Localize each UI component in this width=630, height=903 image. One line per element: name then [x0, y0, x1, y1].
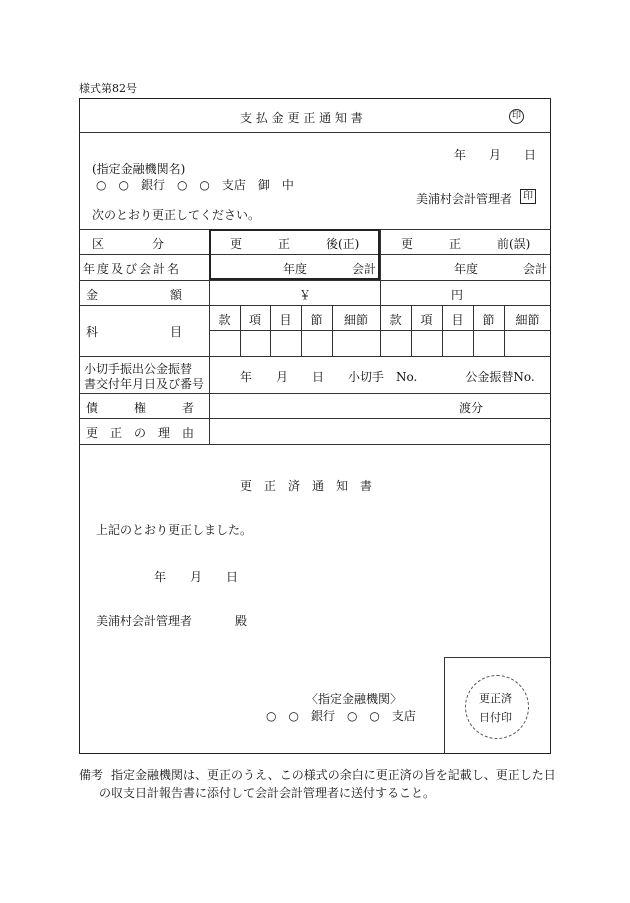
- kogitte-value: 年 月 日 小切手 No. 公金振替No.: [240, 370, 535, 384]
- subject-kou: 項: [248, 313, 261, 327]
- row-riyu-label: 更 正 の 理 由: [86, 426, 195, 440]
- completion-manager: 美浦村会計管理者: [96, 614, 193, 628]
- completion-title: 更 正 済 通 知 書: [240, 479, 373, 493]
- table-line: [79, 305, 551, 306]
- bank-label: (指定金融機関名): [92, 162, 186, 176]
- seal-circle-icon: 印: [509, 109, 524, 124]
- subject-saisetsu: 細節: [343, 313, 368, 327]
- subject-kan: 款: [389, 313, 402, 327]
- title-divider: [79, 132, 551, 133]
- row-kubun-label: 区 分: [92, 237, 165, 251]
- subject-moku: 目: [279, 313, 292, 327]
- subject-kou: 項: [420, 313, 433, 327]
- stamp-line-1: 更正済: [479, 692, 512, 705]
- yen-mark: ￥: [299, 288, 312, 302]
- note-line-1: 指定金融機関は、更正のうえ、この様式の余白に更正済の旨を記載し、更正した日: [111, 768, 556, 782]
- header-after: 更 正 後(正): [230, 237, 360, 251]
- form-title: 支 払 金 更 正 通 知 書: [240, 111, 363, 125]
- row-kingaku-label: 金 額: [86, 288, 183, 302]
- table-line: [79, 444, 551, 445]
- completion-body: 上記のとおり更正しました。: [96, 523, 253, 537]
- subject-moku: 目: [451, 313, 464, 327]
- stamp-line-2: 日付印: [479, 711, 512, 724]
- completion-bank-line: ○ ○ 銀行 ○ ○ 支店: [266, 709, 416, 723]
- note-label: 備考: [79, 768, 104, 782]
- date-year: 年: [454, 148, 467, 162]
- subject-setsu: 節: [310, 313, 323, 327]
- row-saiken-label: 債 権 者: [86, 401, 195, 415]
- row-kogitte-label-2: 書交付年月日及び番号: [84, 377, 205, 391]
- completion-bank-label: 〈指定金融機関〉: [306, 692, 403, 706]
- row-nendo-label: 年度及び会計名: [83, 262, 182, 276]
- header-before: 更 正 前(誤): [401, 237, 531, 251]
- table-line: [79, 356, 551, 357]
- after-year: 年度: [283, 262, 308, 276]
- manager-label: 美浦村会計管理者: [416, 192, 513, 206]
- yen-unit: 円: [451, 288, 464, 302]
- table-line: [79, 280, 551, 281]
- before-account: 会計: [523, 262, 548, 276]
- watashibun: 渡分: [459, 401, 484, 415]
- date-stamp-circle: [465, 675, 529, 739]
- note-line-2: の収支日計報告書に添付して会計会計管理者に送付すること。: [99, 786, 436, 800]
- after-account: 会計: [352, 262, 377, 276]
- form-number: 様式第82号: [79, 82, 137, 95]
- completion-dono: 殿: [235, 614, 248, 628]
- table-line: [79, 393, 551, 394]
- row-kogitte-label-1: 小切手振出公金振替: [84, 362, 193, 376]
- date-month: 月: [489, 148, 502, 162]
- seal-square-icon: 印: [520, 189, 536, 204]
- subject-saisetsu: 細節: [515, 313, 540, 327]
- table-line: [79, 418, 551, 419]
- before-year: 年度: [454, 262, 479, 276]
- instruction-text: 次のとおり更正してください。: [92, 208, 261, 222]
- table-line: [380, 229, 381, 356]
- bank-line: ○ ○ 銀行 ○ ○ 支店 御 中: [96, 178, 294, 192]
- completion-date: 年 月 日: [154, 570, 239, 584]
- subject-kan: 款: [218, 313, 231, 327]
- date-day: 日: [524, 148, 537, 162]
- row-kamoku-label: 科 目: [86, 325, 183, 339]
- subject-setsu: 節: [482, 313, 495, 327]
